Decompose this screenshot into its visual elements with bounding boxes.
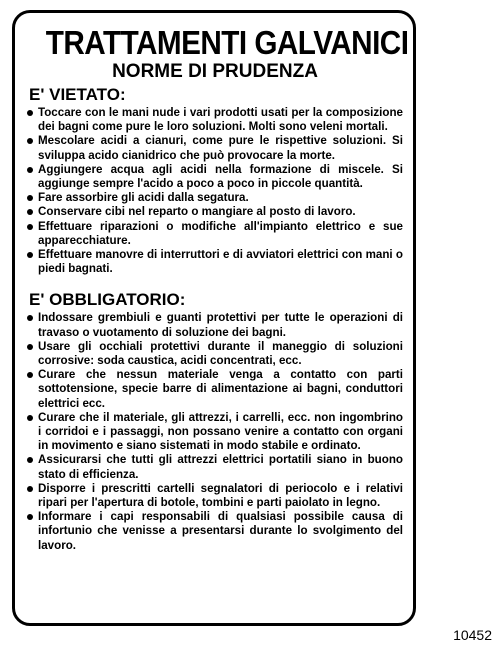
- mandatory-list: [27, 311, 403, 552]
- list-item: [27, 482, 403, 510]
- list-item: [27, 340, 403, 368]
- bullet-icon: [27, 315, 33, 321]
- prohibited-list: [27, 106, 403, 276]
- list-item-text: Fare assorbire gli acidi dalla segatura.: [38, 191, 249, 205]
- bullet-icon: [27, 415, 33, 421]
- prohibited-heading: E' VIETATO:: [29, 85, 126, 104]
- list-item-text: Disporre i prescritti cartelli segnalatori di periocolo e i relativi ripari per l'apertura di botole, tombini e parti paiolato in legno.: [38, 481, 403, 510]
- list-item-text: Effettuare manovre di interruttori e di avviatori elettrici con mani o piedi bagnati.: [38, 248, 403, 276]
- list-item: [27, 191, 403, 205]
- bullet-icon: [27, 486, 33, 492]
- list-item: [27, 368, 403, 411]
- list-item: [27, 163, 403, 191]
- list-item-text: Curare che nessun materiale venga a contatto con parti sottotensione, specie barre di alimentazione ai bagni, conduttori elettrici ecc.: [38, 368, 403, 410]
- bullet-icon: [27, 344, 33, 350]
- safety-sign: [12, 10, 416, 626]
- list-item: [27, 220, 403, 248]
- bullet-icon: [27, 514, 33, 520]
- list-item: [27, 248, 403, 276]
- list-item-text: Curare che il materiale, gli attrezzi, i carrelli, ecc. non ingombrino i corridoi e i passaggi, non possano venire a contatto con organi in movimento e siano sistemati in modo stabile e ordinato.: [38, 410, 403, 453]
- list-item: [27, 510, 403, 553]
- list-item: [27, 134, 403, 162]
- list-item: [27, 106, 403, 134]
- product-code: 10452: [453, 627, 492, 643]
- list-item-text: Assicurarsi che tutti gli attrezzi elettrici portatili siano in buono stato di efficienza.: [38, 453, 403, 481]
- list-item: [27, 205, 403, 219]
- bullet-icon: [27, 195, 33, 201]
- bullet-icon: [27, 457, 33, 463]
- list-item-text: Mescolare acidi a cianuri, come pure le rispettive soluzioni. Si sviluppa acido cianidrico che può provocare la morte.: [38, 134, 403, 162]
- list-item-text: Aggiungere acqua agli acidi nella formazione di miscele. Si aggiunge sempre l'acido a poco a poco in piccole quantità.: [38, 162, 403, 191]
- mandatory-heading: E' OBBLIGATORIO:: [29, 290, 186, 310]
- sign-title: TRATTAMENTI GALVANICI: [45, 24, 409, 61]
- bullet-icon: [27, 138, 33, 144]
- bullet-icon: [27, 252, 33, 258]
- bullet-icon: [27, 110, 33, 116]
- list-item-text: Indossare grembiuli e guanti protettivi per tutte le operazioni di travaso o vuotamento di soluzione dei bagni.: [38, 311, 403, 339]
- bullet-icon: [27, 372, 33, 378]
- bullet-icon: [27, 209, 33, 215]
- list-item-text: Toccare con le mani nude i vari prodotti usati per la composizione dei bagni come pure le loro soluzioni. Molti sono veleni mortali.: [38, 106, 403, 134]
- bullet-icon: [27, 224, 33, 230]
- sign-subtitle: NORME DI PRUDENZA: [112, 61, 318, 82]
- list-item: [27, 311, 403, 339]
- list-item: [27, 411, 403, 454]
- list-item-text: Usare gli occhiali protettivi durante il maneggio di soluzioni corrosive: soda caustica, acidi concentrati, ecc.: [38, 339, 403, 368]
- list-item: [27, 453, 403, 481]
- list-item-text: Conservare cibi nel reparto o mangiare al posto di lavoro.: [38, 205, 356, 219]
- list-item-text: Informare i capi responsabili di qualsiasi possibile causa di infortunio che venisse a presentarsi durante lo svolgimento del lavoro.: [38, 510, 403, 552]
- list-item-text: Effettuare riparazioni o modifiche all'impianto elettrico e sue apparecchiature.: [38, 219, 403, 247]
- bullet-icon: [27, 167, 33, 173]
